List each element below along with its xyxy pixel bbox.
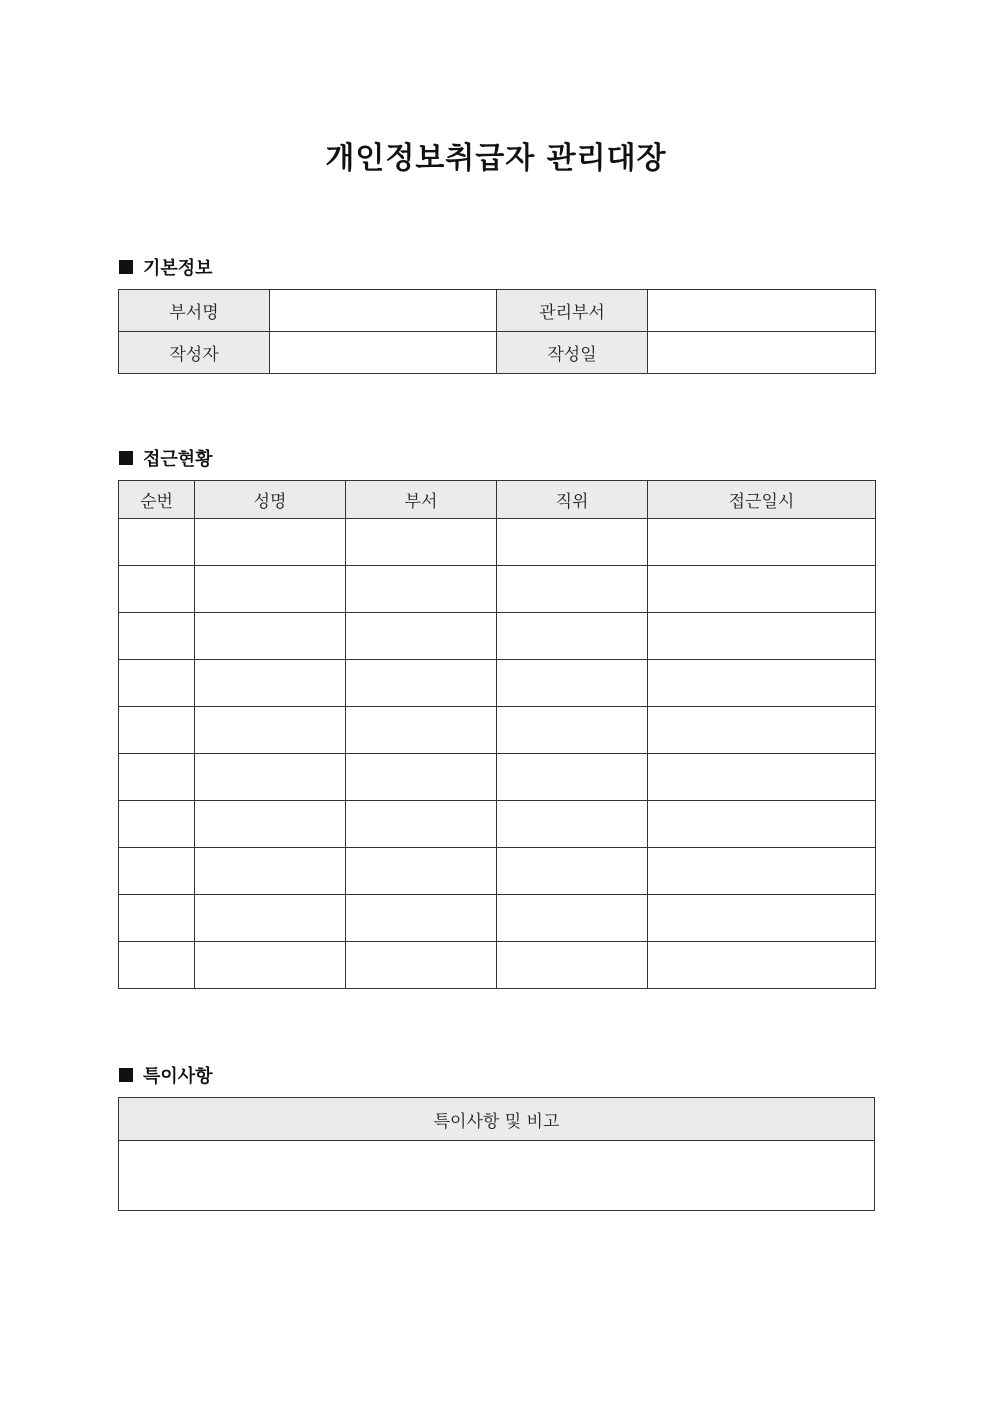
date-written-label: 작성일 — [497, 332, 648, 374]
table-cell[interactable] — [346, 848, 497, 895]
table-cell[interactable] — [497, 566, 648, 613]
table-cell[interactable] — [648, 848, 876, 895]
table-cell[interactable] — [497, 754, 648, 801]
table-cell[interactable] — [497, 613, 648, 660]
author-label: 작성자 — [119, 332, 270, 374]
table-row — [119, 613, 876, 660]
table-cell[interactable] — [195, 754, 346, 801]
table-cell[interactable] — [346, 519, 497, 566]
table-cell[interactable] — [648, 707, 876, 754]
table-cell[interactable] — [346, 660, 497, 707]
table-cell[interactable] — [195, 519, 346, 566]
table-row — [119, 566, 876, 613]
table-cell[interactable] — [195, 613, 346, 660]
date-written-field[interactable] — [648, 332, 876, 374]
table-cell[interactable] — [119, 754, 195, 801]
black-square-icon — [119, 451, 133, 465]
section-heading-remarks — [119, 1062, 213, 1088]
column-header-department: 부서 — [346, 481, 497, 519]
table-cell[interactable] — [648, 660, 876, 707]
table-cell[interactable] — [195, 942, 346, 989]
table-row — [119, 1141, 875, 1211]
table-header-row — [119, 481, 876, 519]
table-cell[interactable] — [497, 895, 648, 942]
table-cell[interactable] — [497, 801, 648, 848]
section-heading-label: 접근현황 — [143, 449, 213, 470]
department-name-field[interactable] — [270, 290, 497, 332]
column-header-position: 직위 — [497, 481, 648, 519]
managing-department-field[interactable] — [648, 290, 876, 332]
table-cell[interactable] — [346, 895, 497, 942]
managing-department-label: 관리부서 — [497, 290, 648, 332]
table-cell[interactable] — [648, 754, 876, 801]
table-cell[interactable] — [648, 895, 876, 942]
basic-info-table — [118, 289, 876, 374]
table-cell[interactable] — [648, 942, 876, 989]
remarks-header: 특이사항 및 비고 — [119, 1098, 875, 1141]
page-title: 개인정보취급자 관리대장 — [325, 141, 667, 176]
section-heading-access — [119, 445, 213, 471]
table-row — [119, 848, 876, 895]
section-heading-basic — [119, 254, 213, 280]
black-square-icon — [119, 1068, 133, 1082]
table-cell[interactable] — [119, 707, 195, 754]
table-row — [119, 290, 876, 332]
table-cell[interactable] — [346, 566, 497, 613]
table-cell[interactable] — [119, 942, 195, 989]
table-row — [119, 895, 876, 942]
table-cell[interactable] — [497, 519, 648, 566]
remarks-content-field[interactable] — [119, 1141, 875, 1211]
column-header-number: 순번 — [119, 481, 195, 519]
table-cell[interactable] — [346, 942, 497, 989]
table-cell[interactable] — [648, 801, 876, 848]
table-cell[interactable] — [346, 613, 497, 660]
table-row — [119, 332, 876, 374]
table-cell[interactable] — [119, 613, 195, 660]
table-cell[interactable] — [195, 707, 346, 754]
table-cell[interactable] — [195, 566, 346, 613]
table-row — [119, 707, 876, 754]
table-cell[interactable] — [119, 519, 195, 566]
table-cell[interactable] — [195, 895, 346, 942]
table-cell[interactable] — [648, 566, 876, 613]
table-cell[interactable] — [497, 942, 648, 989]
table-cell[interactable] — [648, 519, 876, 566]
table-cell[interactable] — [195, 660, 346, 707]
table-row — [119, 754, 876, 801]
section-heading-label: 특이사항 — [143, 1066, 213, 1087]
table-cell[interactable] — [346, 754, 497, 801]
black-square-icon — [119, 260, 133, 274]
table-cell[interactable] — [119, 895, 195, 942]
author-field[interactable] — [270, 332, 497, 374]
access-status-table — [118, 480, 876, 989]
table-cell[interactable] — [119, 660, 195, 707]
table-row — [119, 660, 876, 707]
table-cell[interactable] — [497, 660, 648, 707]
section-heading-label: 기본정보 — [143, 258, 213, 279]
table-cell[interactable] — [346, 707, 497, 754]
table-row — [119, 519, 876, 566]
table-cell[interactable] — [497, 707, 648, 754]
department-name-label: 부서명 — [119, 290, 270, 332]
table-cell[interactable] — [648, 613, 876, 660]
table-cell[interactable] — [119, 566, 195, 613]
column-header-name: 성명 — [195, 481, 346, 519]
table-header-row — [119, 1098, 875, 1141]
table-cell[interactable] — [497, 848, 648, 895]
table-cell[interactable] — [195, 848, 346, 895]
table-cell[interactable] — [119, 848, 195, 895]
table-row — [119, 801, 876, 848]
table-row — [119, 942, 876, 989]
column-header-access-datetime: 접근일시 — [648, 481, 876, 519]
remarks-table — [118, 1097, 875, 1211]
table-cell[interactable] — [195, 801, 346, 848]
table-cell[interactable] — [119, 801, 195, 848]
table-cell[interactable] — [346, 801, 497, 848]
